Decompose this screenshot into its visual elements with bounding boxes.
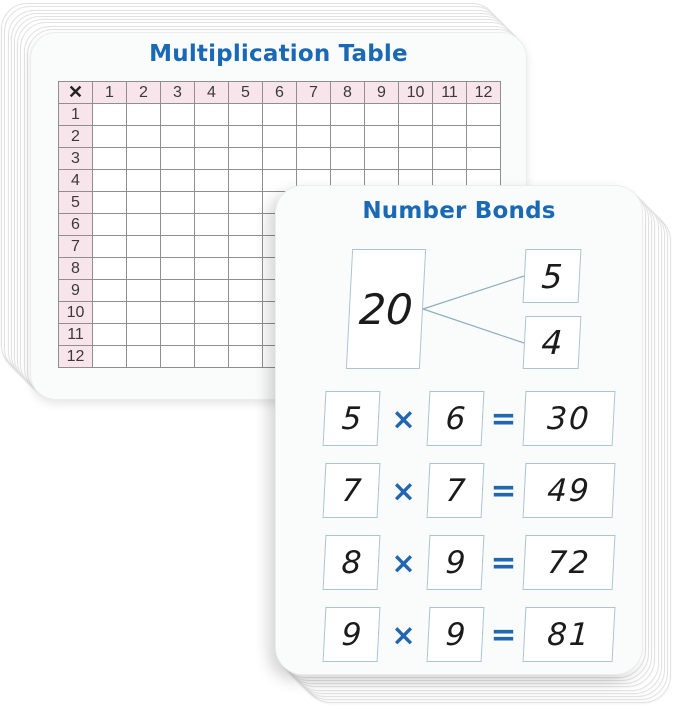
empty-answer-cell bbox=[195, 104, 229, 126]
empty-answer-cell bbox=[263, 148, 297, 170]
bond-line-top bbox=[423, 276, 524, 309]
empty-answer-cell bbox=[195, 214, 229, 236]
empty-answer-cell bbox=[195, 258, 229, 280]
factor-b-box: 9 bbox=[427, 607, 485, 662]
empty-answer-cell bbox=[331, 148, 365, 170]
row-header-cell: 7 bbox=[59, 236, 93, 258]
empty-answer-cell bbox=[127, 324, 161, 346]
product-box: 81 bbox=[523, 607, 616, 662]
empty-answer-cell bbox=[127, 236, 161, 258]
empty-answer-cell bbox=[365, 104, 399, 126]
empty-answer-cell bbox=[365, 126, 399, 148]
empty-answer-cell bbox=[161, 280, 195, 302]
empty-answer-cell bbox=[161, 236, 195, 258]
bond-line-bottom bbox=[423, 309, 524, 343]
multiply-sign: × bbox=[391, 545, 416, 580]
row-header-cell: 8 bbox=[59, 258, 93, 280]
equals-sign: = bbox=[490, 400, 517, 437]
empty-answer-cell bbox=[93, 280, 127, 302]
equation-row bbox=[324, 535, 614, 590]
equation-row bbox=[324, 391, 614, 446]
table-row bbox=[59, 148, 501, 170]
column-header-cell: 7 bbox=[297, 82, 331, 104]
empty-answer-cell bbox=[331, 104, 365, 126]
product-box: 72 bbox=[523, 535, 616, 590]
factor-b-box: 6 bbox=[427, 391, 485, 446]
factor-a-box: 8 bbox=[323, 535, 381, 590]
column-header-cell: 12 bbox=[467, 82, 501, 104]
row-header-cell: 12 bbox=[59, 346, 93, 368]
empty-answer-cell bbox=[195, 302, 229, 324]
column-header-cell: 8 bbox=[331, 82, 365, 104]
column-header-cell: 1 bbox=[93, 82, 127, 104]
empty-answer-cell bbox=[433, 148, 467, 170]
empty-answer-cell bbox=[127, 346, 161, 368]
column-header-cell: 10 bbox=[399, 82, 433, 104]
empty-answer-cell bbox=[263, 126, 297, 148]
bond-whole-box: 20 bbox=[346, 249, 426, 369]
column-header-cell: 3 bbox=[161, 82, 195, 104]
empty-answer-cell bbox=[161, 346, 195, 368]
column-header-cell: 11 bbox=[433, 82, 467, 104]
empty-answer-cell bbox=[195, 280, 229, 302]
product-box: 30 bbox=[523, 391, 616, 446]
empty-answer-cell bbox=[195, 170, 229, 192]
empty-answer-cell bbox=[93, 148, 127, 170]
multiply-sign: × bbox=[391, 401, 416, 436]
empty-answer-cell bbox=[93, 126, 127, 148]
empty-answer-cell bbox=[229, 104, 263, 126]
row-header-cell: 6 bbox=[59, 214, 93, 236]
number-bonds-card bbox=[275, 185, 643, 675]
empty-answer-cell bbox=[433, 126, 467, 148]
column-header-cell: 2 bbox=[127, 82, 161, 104]
row-header-cell: 3 bbox=[59, 148, 93, 170]
empty-answer-cell bbox=[229, 214, 263, 236]
empty-answer-cell bbox=[195, 236, 229, 258]
empty-answer-cell bbox=[127, 302, 161, 324]
empty-answer-cell bbox=[161, 324, 195, 346]
row-header-cell: 9 bbox=[59, 280, 93, 302]
number-bonds-title: Number Bonds bbox=[362, 198, 556, 224]
empty-answer-cell bbox=[161, 104, 195, 126]
bond-part-bottom-box: 4 bbox=[523, 316, 582, 369]
empty-answer-cell bbox=[229, 324, 263, 346]
empty-answer-cell bbox=[467, 148, 501, 170]
column-header-cell: 5 bbox=[229, 82, 263, 104]
equation-row bbox=[324, 463, 614, 518]
empty-answer-cell bbox=[229, 280, 263, 302]
empty-answer-cell bbox=[399, 104, 433, 126]
empty-answer-cell bbox=[93, 104, 127, 126]
empty-answer-cell bbox=[467, 126, 501, 148]
empty-answer-cell bbox=[229, 302, 263, 324]
empty-answer-cell bbox=[161, 258, 195, 280]
empty-answer-cell bbox=[195, 346, 229, 368]
empty-answer-cell bbox=[195, 192, 229, 214]
empty-answer-cell bbox=[127, 192, 161, 214]
empty-answer-cell bbox=[467, 104, 501, 126]
empty-answer-cell bbox=[229, 192, 263, 214]
product-box: 49 bbox=[523, 463, 616, 518]
empty-answer-cell bbox=[161, 302, 195, 324]
empty-answer-cell bbox=[229, 236, 263, 258]
table-header-row bbox=[59, 82, 501, 104]
factor-a-box: 7 bbox=[323, 463, 381, 518]
empty-answer-cell bbox=[161, 214, 195, 236]
empty-answer-cell bbox=[297, 126, 331, 148]
empty-answer-cell bbox=[127, 170, 161, 192]
factor-a-box: 5 bbox=[323, 391, 381, 446]
column-header-cell: 4 bbox=[195, 82, 229, 104]
column-header-cell: 6 bbox=[263, 82, 297, 104]
empty-answer-cell bbox=[263, 104, 297, 126]
empty-answer-cell bbox=[161, 126, 195, 148]
equation-list bbox=[324, 391, 614, 662]
empty-answer-cell bbox=[229, 346, 263, 368]
table-row bbox=[59, 126, 501, 148]
empty-answer-cell bbox=[195, 126, 229, 148]
empty-answer-cell bbox=[229, 126, 263, 148]
equals-sign: = bbox=[490, 616, 517, 653]
empty-answer-cell bbox=[93, 324, 127, 346]
empty-answer-cell bbox=[127, 126, 161, 148]
empty-answer-cell bbox=[399, 126, 433, 148]
empty-answer-cell bbox=[331, 126, 365, 148]
empty-answer-cell bbox=[229, 258, 263, 280]
empty-answer-cell bbox=[93, 258, 127, 280]
empty-answer-cell bbox=[93, 302, 127, 324]
equation-row bbox=[324, 607, 614, 662]
empty-answer-cell bbox=[127, 280, 161, 302]
empty-answer-cell bbox=[229, 148, 263, 170]
empty-answer-cell bbox=[127, 104, 161, 126]
factor-b-box: 9 bbox=[427, 535, 485, 590]
multiplication-table-title: Multiplication Table bbox=[149, 41, 408, 67]
empty-answer-cell bbox=[433, 104, 467, 126]
empty-answer-cell bbox=[93, 214, 127, 236]
bond-part-top-box: 5 bbox=[523, 249, 582, 303]
row-header-cell: 2 bbox=[59, 126, 93, 148]
empty-answer-cell bbox=[195, 324, 229, 346]
empty-answer-cell bbox=[297, 104, 331, 126]
row-header-cell: 5 bbox=[59, 192, 93, 214]
factor-a-box: 9 bbox=[323, 607, 381, 662]
empty-answer-cell bbox=[93, 236, 127, 258]
column-header-cell: 9 bbox=[365, 82, 399, 104]
empty-answer-cell bbox=[161, 192, 195, 214]
empty-answer-cell bbox=[127, 214, 161, 236]
equals-sign: = bbox=[490, 544, 517, 581]
table-corner-cell: ✕ bbox=[59, 82, 93, 104]
multiply-sign: × bbox=[391, 617, 416, 652]
empty-answer-cell bbox=[93, 346, 127, 368]
empty-answer-cell bbox=[161, 148, 195, 170]
empty-answer-cell bbox=[93, 192, 127, 214]
empty-answer-cell bbox=[365, 148, 399, 170]
row-header-cell: 10 bbox=[59, 302, 93, 324]
empty-answer-cell bbox=[161, 170, 195, 192]
factor-b-box: 7 bbox=[427, 463, 485, 518]
table-row bbox=[59, 104, 501, 126]
empty-answer-cell bbox=[399, 148, 433, 170]
empty-answer-cell bbox=[297, 148, 331, 170]
empty-answer-cell bbox=[229, 170, 263, 192]
multiply-sign: × bbox=[391, 473, 416, 508]
row-header-cell: 1 bbox=[59, 104, 93, 126]
row-header-cell: 4 bbox=[59, 170, 93, 192]
empty-answer-cell bbox=[195, 148, 229, 170]
empty-answer-cell bbox=[93, 170, 127, 192]
equals-sign: = bbox=[490, 472, 517, 509]
empty-answer-cell bbox=[127, 148, 161, 170]
empty-answer-cell bbox=[127, 258, 161, 280]
row-header-cell: 11 bbox=[59, 324, 93, 346]
